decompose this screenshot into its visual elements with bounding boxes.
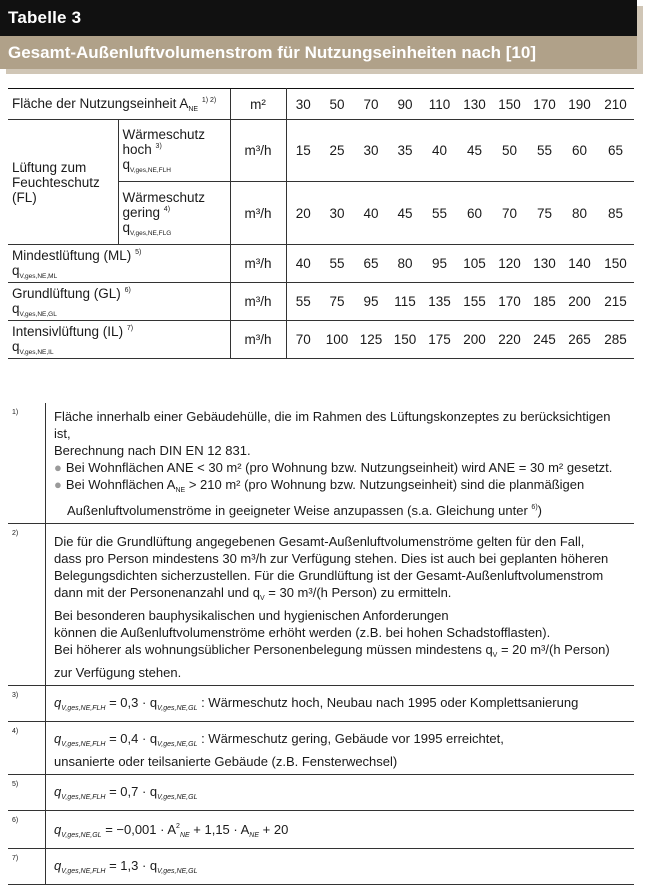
value-cell: 245 — [527, 321, 562, 359]
value-cell: 185 — [527, 283, 562, 321]
value-cell: 55 — [286, 283, 320, 321]
unit-cell: m² — [230, 89, 286, 120]
footnote-row — [8, 775, 634, 811]
value-cell: 120 — [492, 245, 527, 283]
value-cell: 85 — [597, 182, 634, 245]
value-cell: 125 — [354, 321, 388, 359]
value-cell: 45 — [388, 182, 422, 245]
fl-row — [8, 120, 634, 182]
header-shadow — [6, 69, 643, 74]
value-cell: 170 — [492, 283, 527, 321]
footnote-key: 7) — [8, 849, 46, 885]
row-label: Mindestlüftung (ML) $^{5)}$ $q_{V,ges,NE,ML}$ — [8, 245, 230, 283]
value-cell: 40 — [422, 120, 457, 182]
footnote-key: 4) — [8, 722, 46, 775]
footnote-key: 2) — [8, 524, 46, 686]
footnote-key: 5) — [8, 775, 46, 811]
value-cell: 200 — [562, 283, 597, 321]
footnote-text — [46, 403, 635, 524]
footnote-formula: $q_{V,ges,NE,GL} = -0,001 \cdot A^2_{NE} + 1,15 \cdot A_{NE} + 20$ — [46, 811, 635, 849]
fl-group-label: Lüftung zum Feuchteschutz (FL) — [8, 120, 118, 245]
unit-cell: m³/h — [230, 283, 286, 321]
value-cell: 135 — [422, 283, 457, 321]
value-cell: 215 — [597, 283, 634, 321]
q-symbol: $q_{V,ges,NE,GL}$ — [12, 300, 57, 318]
value-cell: 130 — [457, 89, 492, 120]
row-label: Intensivlüftung (IL) $^{7)}$ $q_{V,ges,NE,IL}$ — [8, 321, 230, 359]
value-cell: 55 — [320, 245, 354, 283]
row-label: Wärmeschutz hoch $^{3)}$ $q_{V,ges,NE,FLH}$ — [118, 120, 230, 182]
volume-flow-table — [8, 88, 634, 359]
value-cell: 95 — [354, 283, 388, 321]
value-cell: 30 — [320, 182, 354, 245]
value-cell: 45 — [457, 120, 492, 182]
value-cell: 60 — [457, 182, 492, 245]
value-cell: 155 — [457, 283, 492, 321]
unit-cell: m³/h — [230, 245, 286, 283]
value-cell: 50 — [492, 120, 527, 182]
value-cell: 190 — [562, 89, 597, 120]
table-label: Tabelle 3 — [0, 0, 637, 36]
value-cell: 210 — [597, 89, 634, 120]
q-symbol: $q_{V,ges,NE,IL}$ — [12, 338, 54, 356]
footnote-key: 3) — [8, 686, 46, 722]
value-cell: 285 — [597, 321, 634, 359]
footnote-line: Berechnung nach DIN EN 12 831. — [54, 443, 251, 458]
flow-row — [8, 283, 634, 321]
value-cell: 265 — [562, 321, 597, 359]
header-shadow — [637, 6, 643, 74]
footnote-bullet: ● Bei Wohnflächen ANE < 30 m² (pro Wohnung bzw. Nutzungseinheit) wird ANE = 30 m² gesetzt. — [54, 460, 613, 475]
flow-row — [8, 245, 634, 283]
value-cell: 25 — [320, 120, 354, 182]
area-row — [8, 89, 634, 120]
value-cell: 55 — [527, 120, 562, 182]
value-cell: 140 — [562, 245, 597, 283]
bullet-icon: ● — [54, 477, 62, 492]
value-cell: 105 — [457, 245, 492, 283]
value-cell: 70 — [286, 321, 320, 359]
value-cell: 90 — [388, 89, 422, 120]
value-cell: 110 — [422, 89, 457, 120]
unit-cell: m³/h — [230, 120, 286, 182]
value-cell: 35 — [388, 120, 422, 182]
row-label: Grundlüftung (GL) $^{6)}$ $q_{V,ges,NE,GL}$ — [8, 283, 230, 321]
footnote-row — [8, 849, 634, 885]
value-cell: 75 — [527, 182, 562, 245]
value-cell: 30 — [354, 120, 388, 182]
q-symbol: $q_{V,ges,NE,FLH}$ — [122, 157, 171, 174]
value-cell: 55 — [422, 182, 457, 245]
q-symbol: $q_{V,ges,NE,FLG}$ — [122, 219, 172, 237]
bullet-icon: ● — [54, 460, 62, 475]
value-cell: 70 — [354, 89, 388, 120]
value-cell: 65 — [597, 120, 634, 182]
value-cell: 70 — [492, 182, 527, 245]
footnote-formula: $q_{V,ges,NE,FLH} = 0,3 \cdot q_{V,ges,NE,GL}$ : Wärmeschutz hoch, Neubau nach 1995 oder Komplettsanierung — [46, 686, 635, 722]
value-cell: 80 — [562, 182, 597, 245]
footnote-row — [8, 403, 634, 524]
value-cell: 20 — [286, 182, 320, 245]
footnote-key: 1) — [8, 403, 46, 524]
footnote-line: Außenluftvolumenströme in geeigneter Weise anzupassen (s.a. Gleichung unter $^{6)}$) — [67, 503, 542, 518]
value-cell: 40 — [354, 182, 388, 245]
value-cell: 115 — [388, 283, 422, 321]
value-cell: 30 — [286, 89, 320, 120]
value-cell: 150 — [492, 89, 527, 120]
footnote-formula: $q_{V,ges,NE,FLH} = 0,4 \cdot q_{V,ges,NE,GL}$ : Wärmeschutz gering, Gebäude vor 1995 erreichtet, unsanierte oder teilsanierte Gebäude (z.B. Fensterwechsel) — [46, 722, 635, 775]
footnote-bullet: ● Bei Wohnflächen $A_{NE} > 210$ m² (pro Wohnung bzw. Nutzungseinheit) sind die planmäßigen — [54, 477, 585, 494]
unit-cell: m³/h — [230, 321, 286, 359]
value-cell: 50 — [320, 89, 354, 120]
value-cell: 175 — [422, 321, 457, 359]
value-cell: 60 — [562, 120, 597, 182]
footnote-key: 6) — [8, 811, 46, 849]
footnote-row — [8, 686, 634, 722]
value-cell: 100 — [320, 321, 354, 359]
value-cell: 40 — [286, 245, 320, 283]
footnotes-table — [8, 403, 634, 885]
value-cell: 220 — [492, 321, 527, 359]
footnote-text: Die für die Grundlüftung angegebenen Gesamt-Außenluftvolumenströme gelten für den Fall, dass pro Person mindestens 30 m³/h zur Verfügung stehen. Dies ist auch bei geplanten höheren Belegungsdichten sicherzustellen. Für die Grundlüftung ist der Gesamt-Außenluftvolumenstrom dann mit der Personenanzahl und $q_V = 30$ m³/(h Person) zu ermitteln. Bei besonderen bauphysikalischen und hygienischen Anforderungen können die Außenluftvolumenströme erhöht werden (z.B. bei hohen Schadstofflasten). Bei höherer als wohnungsüblicher Personenbelegung müssen mindestens $q_V = 20$ m³/(h Person) zur Verfügung stehen. — [46, 524, 635, 686]
q-symbol: $q_{V,ges,NE,ML}$ — [12, 262, 58, 280]
value-cell: 65 — [354, 245, 388, 283]
footnote-formula: $q_{V,ges,NE,FLH} = 0,7 \cdot q_{V,ges,NE,GL}$ — [46, 775, 635, 811]
value-cell: 130 — [527, 245, 562, 283]
unit-cell: m³/h — [230, 182, 286, 245]
footnote-line: Fläche innerhalb einer Gebäudehülle, die im Rahmen des Lüftungskonzeptes zu berücksichtigen ist, — [54, 409, 611, 441]
value-cell: 200 — [457, 321, 492, 359]
footnote-row — [8, 524, 634, 686]
footnote-row — [8, 722, 634, 775]
value-cell: 150 — [597, 245, 634, 283]
value-cell: 95 — [422, 245, 457, 283]
table-title: Gesamt-Außenluftvolumenstrom für Nutzungseinheiten nach [10] — [0, 36, 637, 69]
value-cell: 15 — [286, 120, 320, 182]
value-cell: 150 — [388, 321, 422, 359]
area-label: Fläche der Nutzungseinheit $A_{NE}$ $^{1) 2)}$ — [8, 89, 230, 120]
value-cell: 170 — [527, 89, 562, 120]
value-cell: 80 — [388, 245, 422, 283]
flow-row — [8, 321, 634, 359]
footnote-formula: $q_{V,ges,NE,FLH} = 1,3 \cdot q_{V,ges,NE,GL}$ — [46, 849, 635, 885]
value-cell: 75 — [320, 283, 354, 321]
row-label: Wärmeschutz gering $^{4)}$ $q_{V,ges,NE,FLG}$ — [118, 182, 230, 245]
